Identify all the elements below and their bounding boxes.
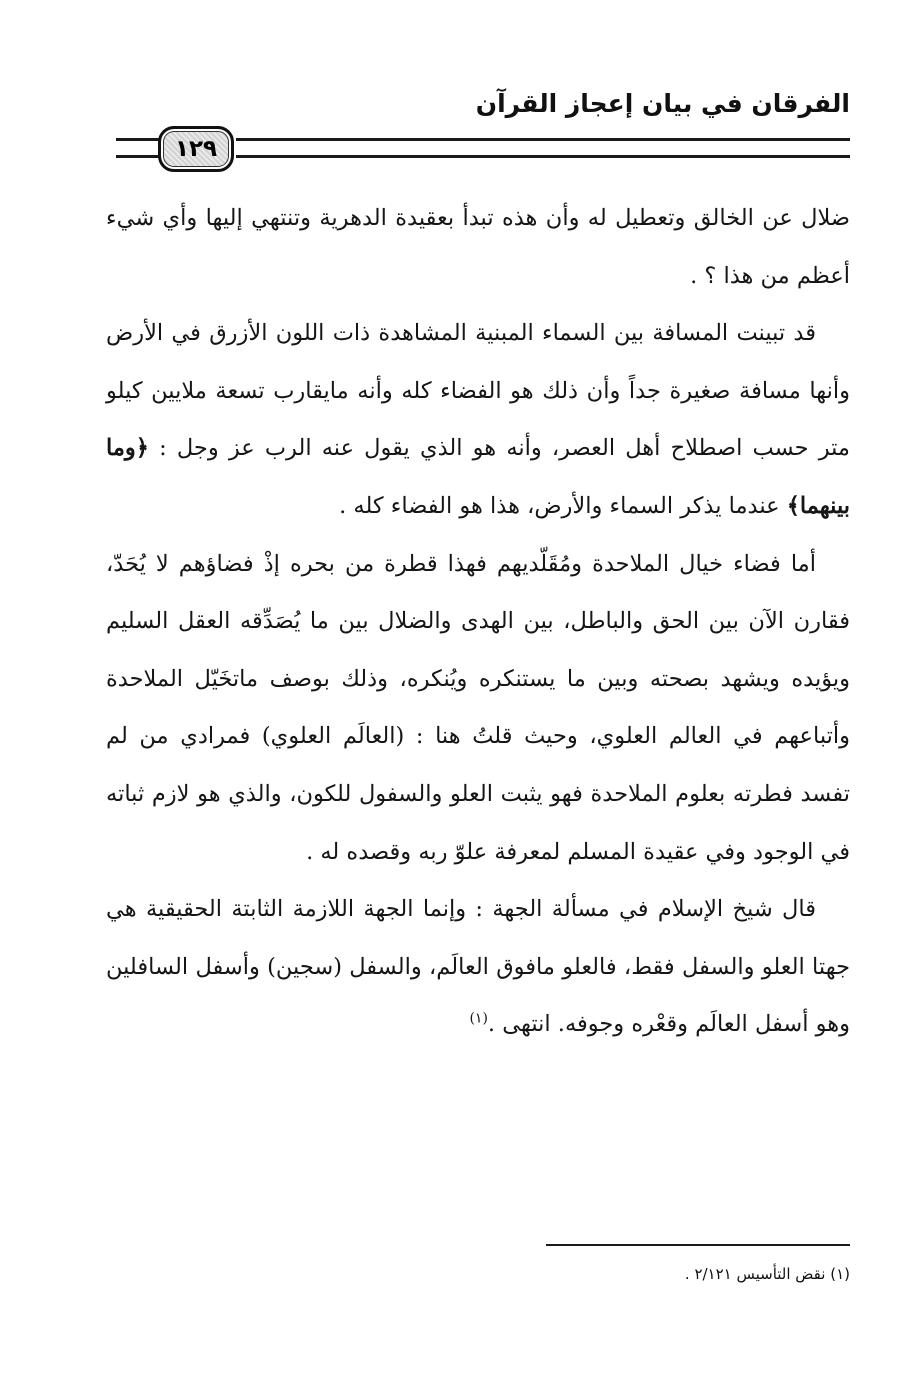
footnote: (١) نقض التأسيس ٢/١٢١ . [684, 1265, 850, 1283]
header-rule-bottom [236, 155, 850, 158]
paragraph-4-text: قال شيخ الإسلام في مسألة الجهة : وإنما الجهة اللازمة الثابتة الحقيقية هي جهتا العلو والسفل فقط، فالعلو مافوق العالَم، والسفل (سجين) وأسفل السافلين وهو أسفل العالَم وقعْره وجوفه. انتهى . [106, 896, 850, 1038]
main-text [106, 190, 850, 1054]
paragraph-3: أما فضاء خيال الملاحدة ومُقَلّديهم فهذا قطرة من بحره إذْ فضاؤهم لا يُحَدّ، فقارن الآن بين الحق والباطل، بين الهدى والضلال بين ما يُصَدِّقه العقل السليم ويؤيده ويشهد بصحته وبين ما يستنكره ويُنكره، وذلك بوصف ماتخَيّل الملاحدة وأتباعهم في العالم العلوي، وحيث قلتُ هنا : (العالَم العلوي) فمرادي من لم تفسد فطرته بعلوم الملاحدة فهو يثبت العلو والسفول للكون، والذي هو لازم ثباته في الوجود وفي عقيدة المسلم لمعرفة علوّ ربه وقصده له . [106, 550, 850, 865]
paragraph-1: ضلال عن الخالق وتعطيل له وأن هذه تبدأ بعقيدة الدهرية وتنتهي إليها وأي شيء أعظم من هذا ؟ . [106, 205, 850, 289]
page-number-badge [158, 126, 234, 172]
paragraph-2-after: عندما يذكر السماء والأرض، هذا هو الفضاء كله . [339, 492, 787, 519]
page-number: ١٢٩ [174, 136, 218, 162]
paragraph-2 [106, 305, 850, 535]
footnote-reference[interactable]: (١) [469, 1010, 488, 1027]
paragraph-4 [106, 881, 850, 1054]
footnote-separator [546, 1244, 850, 1246]
quran-quote: ﴿وما بينهما﴾ [106, 435, 850, 519]
book-title: الفرقان في بيان إعجاز القرآن [475, 89, 850, 118]
header-rule-left-top [116, 138, 162, 141]
header-rule-top [236, 138, 850, 141]
header-rule-left-bottom [116, 155, 162, 158]
paragraph-2-before: قد تبينت المسافة بين السماء المبنية المشاهدة ذات اللون الأزرق في الأرض وأنها مسافة صغيرة جداً وأن ذلك هو الفضاء كله وأنه مايقارب تسعة ملايين كيلو متر حسب اصطلاح أهل العصر، وأنه هو الذي يقول عنه الرب عز وجل : [106, 320, 850, 462]
